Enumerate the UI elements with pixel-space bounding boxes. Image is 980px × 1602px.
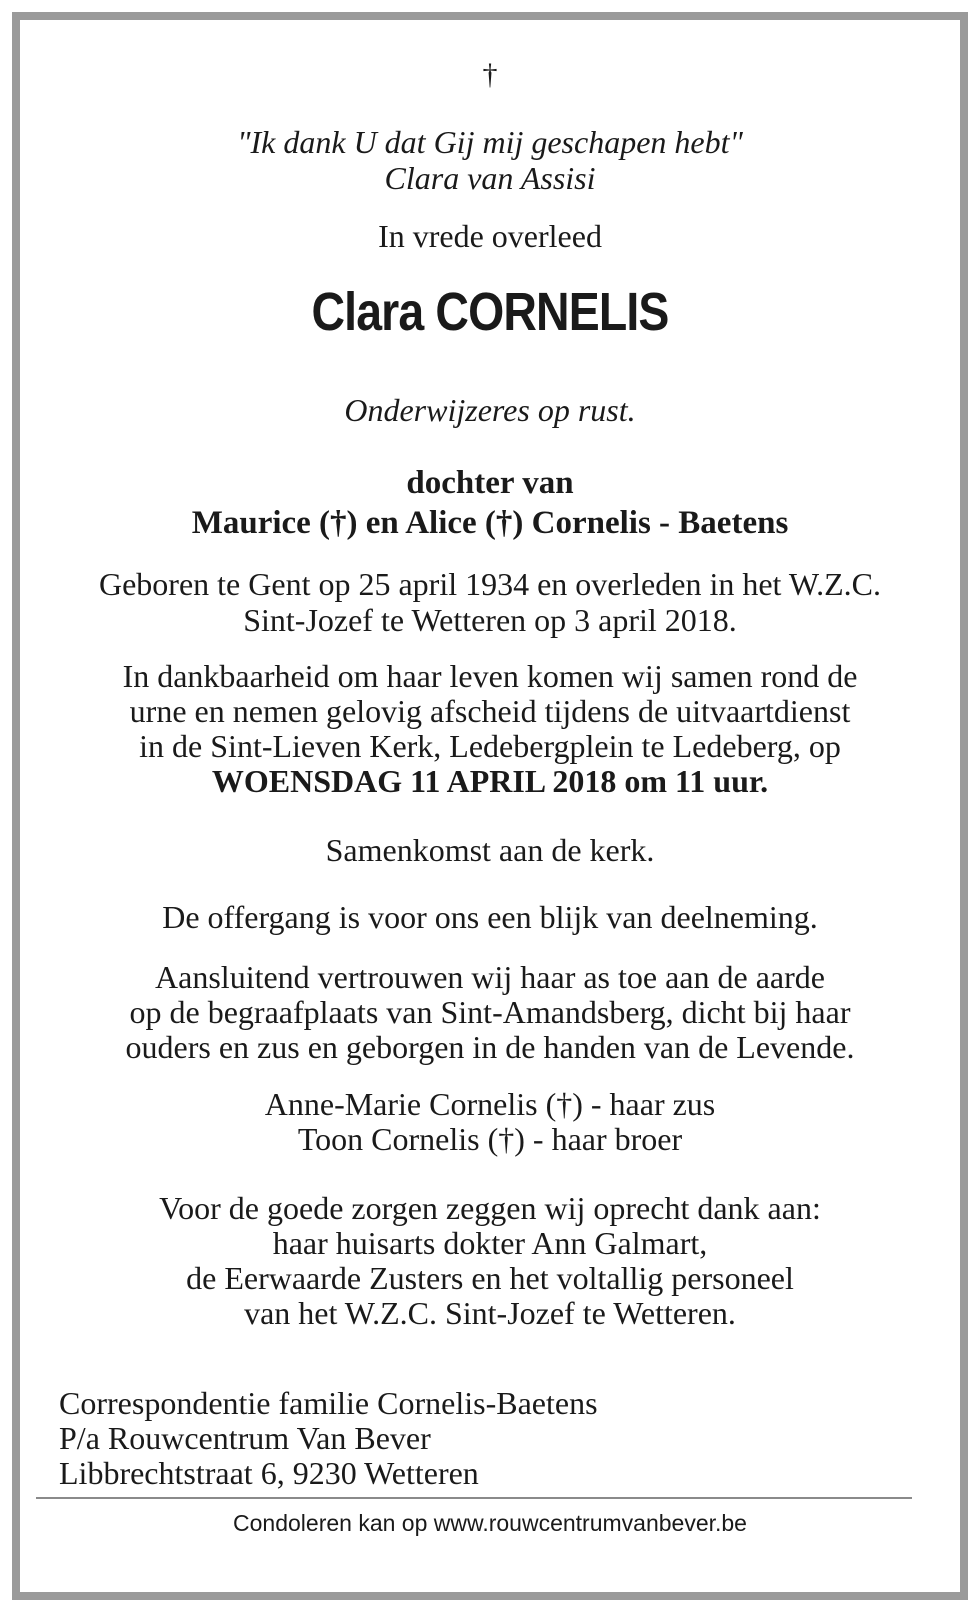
birth-death-line: Sint-Jozef te Wetteren op 3 april 2018. bbox=[243, 602, 737, 638]
quote-text: "Ik dank U dat Gij mij geschapen hebt" bbox=[237, 124, 743, 160]
parents-label: dochter van bbox=[406, 465, 574, 501]
correspondence-line: P/a Rouwcentrum Van Bever bbox=[59, 1420, 431, 1456]
quote-author: Clara van Assisi bbox=[384, 160, 596, 196]
correspondence-line: Correspondentie familie Cornelis-Baetens bbox=[59, 1385, 598, 1421]
gathering-text: Samenkomst aan de kerk. bbox=[325, 832, 655, 868]
thanks-line: van het W.Z.C. Sint-Jozef te Wetteren. bbox=[244, 1295, 736, 1331]
offering-text: De offergang is voor ons een blijk van deelneming. bbox=[162, 899, 818, 935]
service-datetime: WOENSDAG 11 APRIL 2018 om 11 uur. bbox=[211, 763, 769, 799]
burial-line: ouders en zus en geborgen in de handen van de Levende. bbox=[125, 1029, 855, 1065]
sibling-line: Toon Cornelis (†) - haar broer bbox=[297, 1121, 683, 1157]
correspondence-line: Libbrechtstraat 6, 9230 Wetteren bbox=[59, 1455, 479, 1491]
cross-icon: † bbox=[482, 58, 498, 91]
sibling-line: Anne-Marie Cornelis (†) - haar zus bbox=[264, 1086, 716, 1122]
service-line: in de Sint-Lieven Kerk, Ledebergplein te Ledeberg, op bbox=[139, 728, 841, 764]
service-line: urne en nemen gelovig afscheid tijdens de uitvaartdienst bbox=[129, 693, 851, 729]
thanks-line: Voor de goede zorgen zeggen wij oprecht dank aan: bbox=[159, 1190, 821, 1226]
burial-line: op de begraafplaats van Sint-Amandsberg, dicht bij haar bbox=[129, 994, 851, 1030]
occupation-text: Onderwijzeres op rust. bbox=[344, 392, 636, 428]
thanks-line: de Eerwaarde Zusters en het voltallig personeel bbox=[186, 1260, 794, 1296]
deceased-name: Clara CORNELIS bbox=[311, 282, 669, 342]
thanks-line: haar huisarts dokter Ann Galmart, bbox=[272, 1225, 708, 1261]
footer-divider bbox=[36, 1497, 912, 1499]
parents-names: Maurice (†) en Alice (†) Cornelis - Baetens bbox=[191, 505, 789, 541]
birth-death-line: Geboren te Gent op 25 april 1934 en overleden in het W.Z.C. bbox=[98, 566, 882, 602]
obituary-notice bbox=[12, 12, 968, 1600]
condolence-footer: Condoleren kan op www.rouwcentrumvanbever.be bbox=[233, 1510, 747, 1536]
service-line: In dankbaarheid om haar leven komen wij samen rond de bbox=[122, 658, 858, 694]
intro-text: In vrede overleed bbox=[378, 218, 602, 254]
burial-line: Aansluitend vertrouwen wij haar as toe aan de aarde bbox=[155, 959, 825, 995]
